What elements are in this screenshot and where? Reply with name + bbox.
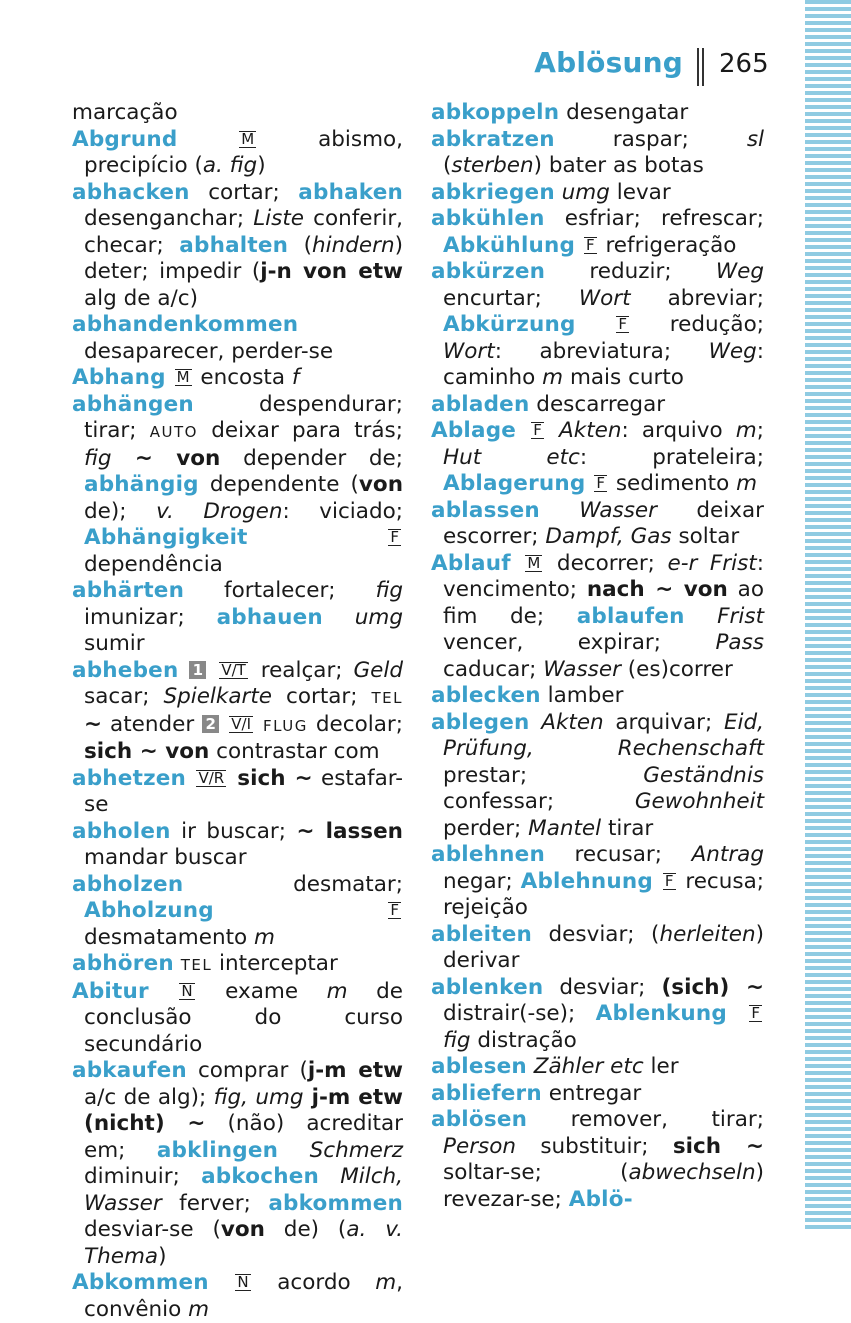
gender-box: M: [527, 553, 541, 572]
headword: abholen: [72, 818, 171, 844]
gender-box: F: [596, 474, 605, 492]
dict-entry: ablehnen recusar; Antrag negar; Ablehnung F recusa; rejeição: [431, 842, 765, 920]
headword: abkratzen: [431, 126, 555, 152]
headword: Abhängigkeit: [84, 525, 248, 550]
dict-entry: abhärten fortalecer; fig imunizar; abhauen umg sumir: [72, 578, 403, 656]
headword: Ablauf: [431, 550, 511, 576]
dict-entry: abhandenkommen desaparecer, perder-se: [72, 312, 334, 364]
headword: Abkommen: [72, 1270, 209, 1295]
headword: abkommen: [268, 1190, 403, 1216]
gender-box: F: [533, 421, 542, 439]
headword: ablecken: [431, 683, 541, 708]
headword: ablassen: [431, 497, 540, 523]
headword: Ablagerung: [443, 471, 586, 496]
domain-label: FLUG: [263, 716, 308, 735]
headword: Ablehnung: [520, 868, 654, 894]
headword: ablenken: [431, 974, 544, 1000]
dict-entry: Abkommen N acordo m, convênio m: [72, 1270, 403, 1322]
headword: ablesen: [431, 1054, 527, 1079]
headword: abhandenkommen: [72, 312, 299, 337]
headword: abhärten: [72, 578, 185, 603]
headword: abkaufen: [72, 1058, 187, 1083]
verb-type-box: V/T: [221, 660, 246, 679]
dict-entry: abhetzen V/R sich ~ estafar-se: [72, 765, 403, 817]
headword: ablaufen: [576, 603, 685, 629]
headword: abhauen: [216, 604, 323, 630]
domain-label: AUTO: [149, 423, 198, 441]
dict-entry: ablegen Akten arquivar; Eid, Prüfung, Rechenschaft prestar; Geständnis confessar; Gewohnheit perder; Mantel tirar: [431, 709, 764, 841]
gender-box: F: [390, 528, 399, 546]
dict-entry: abhacken cortar; abhaken desenganchar; Liste conferir, checar; abhalten (hindern) deter; impedir (j-n von etw alg de a/c): [72, 179, 404, 311]
dict-entry: abhören TEL interceptar: [72, 951, 338, 976]
dict-entry: marcação: [72, 100, 178, 125]
dict-entry: Abgrund M abismo, precipício (a. fig): [72, 126, 403, 178]
gender-box: M: [241, 129, 255, 148]
headword: abhalten: [179, 232, 289, 258]
headword: Abhang: [72, 365, 166, 390]
headword: abkühlen: [431, 206, 545, 231]
headword: Abgrund: [72, 126, 178, 152]
headword: ablösen: [431, 1107, 528, 1132]
dict-entry: Abitur N exame m de conclusão do curso secundário: [72, 978, 404, 1057]
gender-box: F: [664, 871, 674, 890]
dict-entry: Abhang M encosta f: [72, 365, 300, 390]
headword: abklingen: [156, 1137, 279, 1163]
headword: ableiten: [431, 921, 532, 947]
dict-entry: abliefern entregar: [431, 1080, 642, 1106]
headword: abhetzen: [72, 765, 187, 791]
headword: Abitur: [72, 978, 149, 1004]
dict-entry: abkoppeln desengatar: [431, 100, 689, 125]
dict-entry: abkühlen esfriar; refrescar; Abkühlung F refrigeração: [431, 206, 764, 258]
dict-entry: abkriegen umg levar: [431, 179, 671, 205]
headword: abhängig: [84, 472, 199, 497]
left-column: [72, 100, 403, 1323]
sense-number: 2: [202, 715, 219, 733]
dict-entry: ablesen Zähler etc ler: [431, 1054, 679, 1079]
dict-entry: abheben 1 V/T realçar; Geld sacar; Spielkarte cortar; TEL ~ atender 2 V/I FLUG decolar; sich ~ von contrastar com: [72, 657, 403, 764]
dict-entry: ableiten desviar; (herleiten) derivar: [431, 921, 764, 973]
headword: abladen: [431, 391, 530, 417]
headword: ablehnen: [431, 842, 545, 867]
headword: abhängen: [72, 391, 194, 417]
right-column: [431, 100, 764, 1213]
headword: Ablenkung: [595, 1001, 728, 1026]
verb-type-box: V/I: [231, 714, 252, 733]
page-number: 265: [719, 49, 769, 79]
dict-entry: ablecken lamber: [431, 683, 624, 708]
headword: abholzen: [72, 871, 184, 897]
header-divider: [697, 48, 704, 86]
dict-entry: ablenken desviar; (sich) ~ distrair(-se); Ablenkung F fig distração: [431, 974, 765, 1053]
gender-box: M: [176, 368, 190, 386]
domain-label: TEL: [180, 956, 213, 974]
dict-entry: abholzen desmatar; Abholzung F desmatamento m: [72, 871, 403, 950]
headword: ablegen: [431, 709, 530, 735]
dict-entry: abladen descarregar: [431, 391, 666, 417]
headword: abkriegen: [431, 179, 555, 205]
domain-label: TEL: [371, 689, 403, 707]
headword: abkochen: [201, 1164, 319, 1189]
dict-entry: abkaufen comprar (j-m etw a/c de alg); fig, umg j-m etw (nicht) ~ (não) acreditar em; abklingen Schmerz diminuir; abkochen Milch, Wasser ferver; abkommen desviar-se (von de) (a. v. Thema): [72, 1058, 403, 1269]
running-head: Ablösung: [534, 46, 683, 79]
dict-entry: abkratzen raspar; sl (sterben) bater as botas: [431, 126, 764, 178]
dict-entry: abkürzen reduzir; Weg encurtar; Wort abreviar; Abkürzung F redução; Wort: abreviatura; Weg: caminho m mais curto: [431, 259, 764, 390]
gender-box: F: [618, 315, 627, 333]
headword: Abholzung: [84, 898, 214, 923]
dict-entry: abholen ir buscar; ~ lassen mandar buscar: [72, 818, 403, 870]
dict-entry: abhängen despendurar; tirar; AUTO deixar para trás; fig ~ von depender de; abhängig dependente (von de); v. Drogen: viciado; Abhängigkeit F dependência: [72, 391, 403, 577]
headword: abkürzen: [431, 259, 546, 284]
headword: abhören: [72, 951, 174, 976]
gender-box: F: [585, 235, 595, 254]
verb-type-box: V/R: [198, 768, 225, 787]
gender-box: F: [751, 1004, 760, 1022]
headword: abhacken: [72, 179, 190, 205]
dict-entry: ablassen Wasser deixar escorrer; Dampf, Gas soltar: [431, 497, 764, 549]
headword: abkoppeln: [431, 100, 560, 125]
headword: Abkürzung: [443, 312, 576, 337]
gender-box: N: [181, 981, 193, 1000]
sense-number: 1: [189, 661, 206, 679]
headword: Ablage: [431, 418, 517, 443]
headword: Abkühlung: [443, 232, 576, 258]
dict-entry: Ablage F Akten: arquivo m; Hut etc: prateleira; Ablagerung F sedimento m: [431, 418, 764, 496]
page-edge-stripe: [805, 0, 851, 1229]
headword: abliefern: [431, 1080, 542, 1106]
headword: Ablö-: [568, 1186, 633, 1212]
headword: abhaken: [298, 179, 403, 205]
dict-entry: ablösen remover, tirar; Person substituir; sich ~ soltar-se; (abwechseln) revezar-se; Ablö-: [431, 1107, 764, 1212]
gender-box: N: [237, 1273, 249, 1291]
gender-box: F: [390, 901, 399, 919]
headword: abheben: [72, 657, 179, 683]
dict-entry: Ablauf M decorrer; e-r Frist: vencimento; nach ~ von ao fim de; ablaufen Frist vencer, expirar; Pass caducar; Wasser (es)correr: [431, 550, 764, 682]
